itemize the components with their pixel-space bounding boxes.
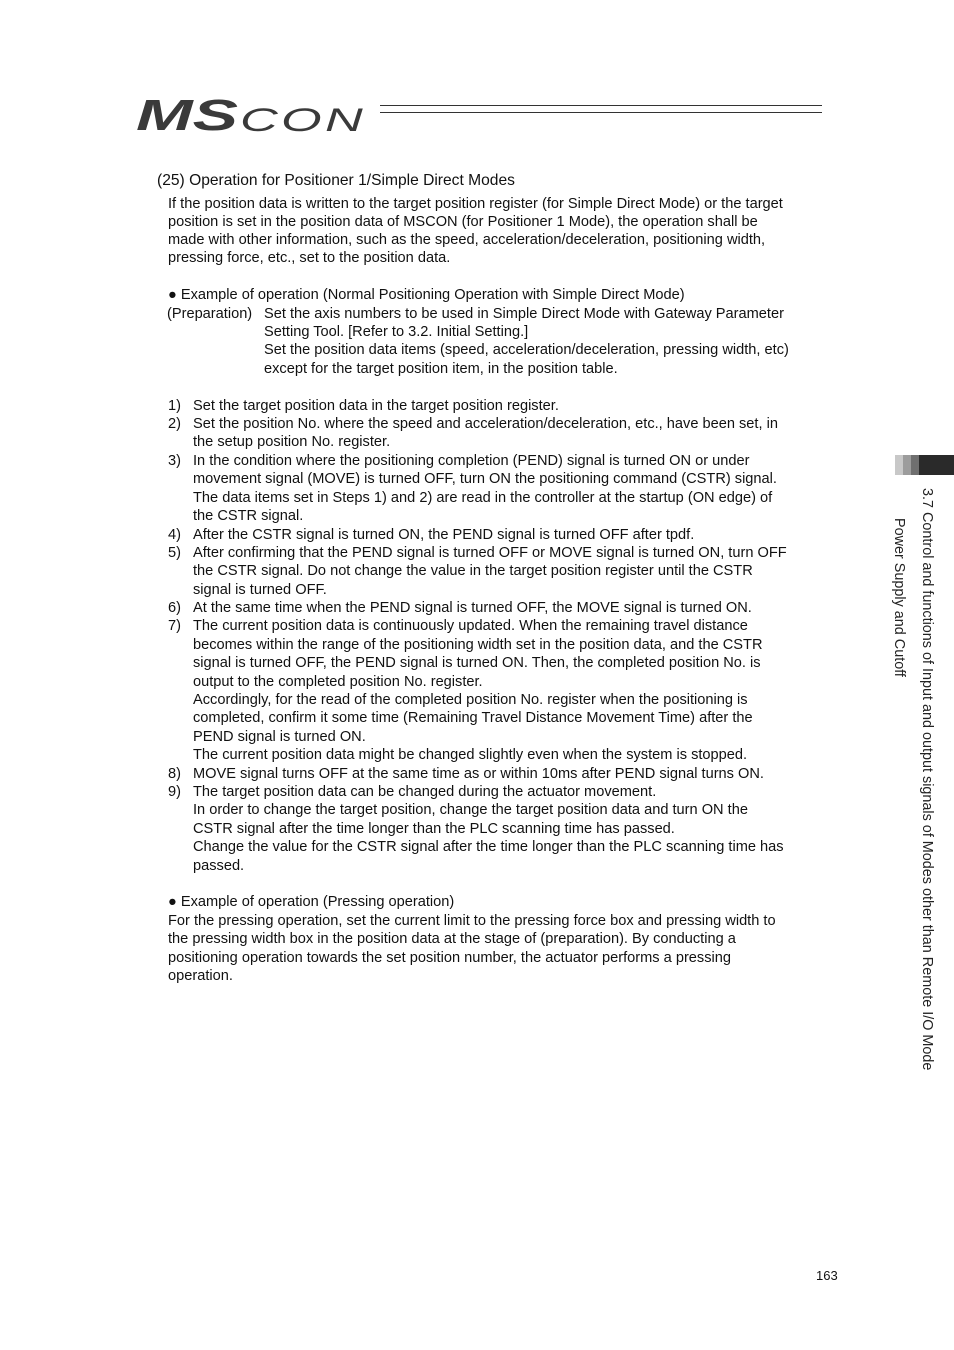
intro-line: made with other information, such as the speed, acceleration/deceleration, positioning width, xyxy=(168,232,766,248)
svg-text:MS: MS xyxy=(136,92,238,136)
page-number: 163 xyxy=(816,1268,838,1283)
step-line: After the CSTR signal is turned ON, the PEND signal is turned OFF after tpdf. xyxy=(193,527,695,543)
step-line: the CSTR signal. xyxy=(193,508,304,524)
step-line: Set the position No. where the speed and acceleration/deceleration, etc., have been set, in xyxy=(193,416,778,432)
step-line: signal is turned OFF, the PEND signal is turned ON. Then, the completed position No. is xyxy=(193,655,761,671)
step-number: 9) xyxy=(168,784,181,800)
intro-line: position is set in the position data of MSCON (for Positioner 1 Mode), the operation shall be xyxy=(168,214,758,230)
preparation-label: (Preparation) xyxy=(167,306,253,322)
preparation-line: Setting Tool. [Refer to 3.2. Initial Setting.] xyxy=(264,324,529,340)
step-line: Accordingly, for the read of the completed position No. register when the positioning is xyxy=(193,692,748,708)
side-tab-gradient-block xyxy=(895,455,919,475)
example2-line: positioning operation towards the set position number, the actuator performs a pressing xyxy=(168,950,731,966)
step-number: 8) xyxy=(168,766,181,782)
side-tab-section-title: Power Supply and Cutoff xyxy=(891,518,907,677)
step-number: 4) xyxy=(168,527,181,543)
step-line: The data items set in Steps 1) and 2) are read in the controller at the startup (ON edge) of xyxy=(193,490,773,506)
example2-line: For the pressing operation, set the current limit to the pressing force box and pressing width to xyxy=(168,913,776,929)
side-tab-dark-block xyxy=(919,455,954,475)
step-line: signal is turned OFF. xyxy=(193,582,327,598)
step-line: In the condition where the positioning completion (PEND) signal is turned ON or under xyxy=(193,453,750,469)
step-line: completed, confirm it some time (Remaining Travel Distance Movement Time) after the xyxy=(193,710,753,726)
step-number: 2) xyxy=(168,416,181,432)
intro-line: If the position data is written to the target position register (for Simple Direct Mode) or the target xyxy=(168,196,783,212)
step-line: Set the target position data in the target position register. xyxy=(193,398,559,414)
step-number: 6) xyxy=(168,600,181,616)
intro-line: pressing force, etc., set to the position data. xyxy=(168,250,451,266)
step-line: PEND signal is turned ON. xyxy=(193,729,366,745)
section-heading: (25) Operation for Positioner 1/Simple Direct Modes xyxy=(157,172,515,189)
step-line: The current position data is continuously updated. When the remaining travel distance xyxy=(193,618,748,634)
step-number: 3) xyxy=(168,453,181,469)
preparation-line: except for the target position item, in the position table. xyxy=(264,361,618,377)
step-line: the setup position No. register. xyxy=(193,434,391,450)
example2-line: the pressing width box in the position data at the stage of (preparation). By conducting a xyxy=(168,931,736,947)
step-line: MOVE signal turns OFF at the same time as or within 10ms after PEND signal turns ON. xyxy=(193,766,764,782)
example2-title: ● Example of operation (Pressing operation) xyxy=(168,894,455,910)
step-line: movement signal (MOVE) is turned OFF, turn ON the positioning command (CSTR) signal. xyxy=(193,471,777,487)
step-line: passed. xyxy=(193,858,245,874)
step-line: output to the completed position No. register. xyxy=(193,674,483,690)
step-line: In order to change the target position, change the target position data and turn ON the xyxy=(193,802,748,818)
step-number: 5) xyxy=(168,545,181,561)
step-line: At the same time when the PEND signal is turned OFF, the MOVE signal is turned ON. xyxy=(193,600,752,616)
step-line: After confirming that the PEND signal is turned OFF or MOVE signal is turned ON, turn OFF xyxy=(193,545,787,561)
example2-line: operation. xyxy=(168,968,233,984)
preparation-line: Set the position data items (speed, acceleration/deceleration, pressing width, etc) xyxy=(264,342,789,358)
step-line: The current position data might be changed slightly even when the system is stopped. xyxy=(193,747,748,763)
step-line: Change the value for the CSTR signal after the time longer than the PLC scanning time has xyxy=(193,839,784,855)
step-line: becomes within the range of the positioning width set in the position data, and the CSTR xyxy=(193,637,763,653)
step-line: The target position data can be changed during the actuator movement. xyxy=(193,784,657,800)
step-number: 7) xyxy=(168,618,181,634)
side-tab-chapter-title: 3.7 Control and functions of Input and output signals of Modes other than Remote I/O Mode xyxy=(919,488,935,1071)
preparation-line: Set the axis numbers to be used in Simple Direct Mode with Gateway Parameter xyxy=(264,306,784,322)
example1-title: ● Example of operation (Normal Positioning Operation with Simple Direct Mode) xyxy=(168,287,685,303)
step-line: CSTR signal after the time longer than the PLC scanning time has passed. xyxy=(193,821,675,837)
step-number: 1) xyxy=(168,398,181,414)
step-line: the CSTR signal. Do not change the value in the target position register until the CSTR xyxy=(193,563,753,579)
svg-text:CON: CON xyxy=(240,102,366,136)
